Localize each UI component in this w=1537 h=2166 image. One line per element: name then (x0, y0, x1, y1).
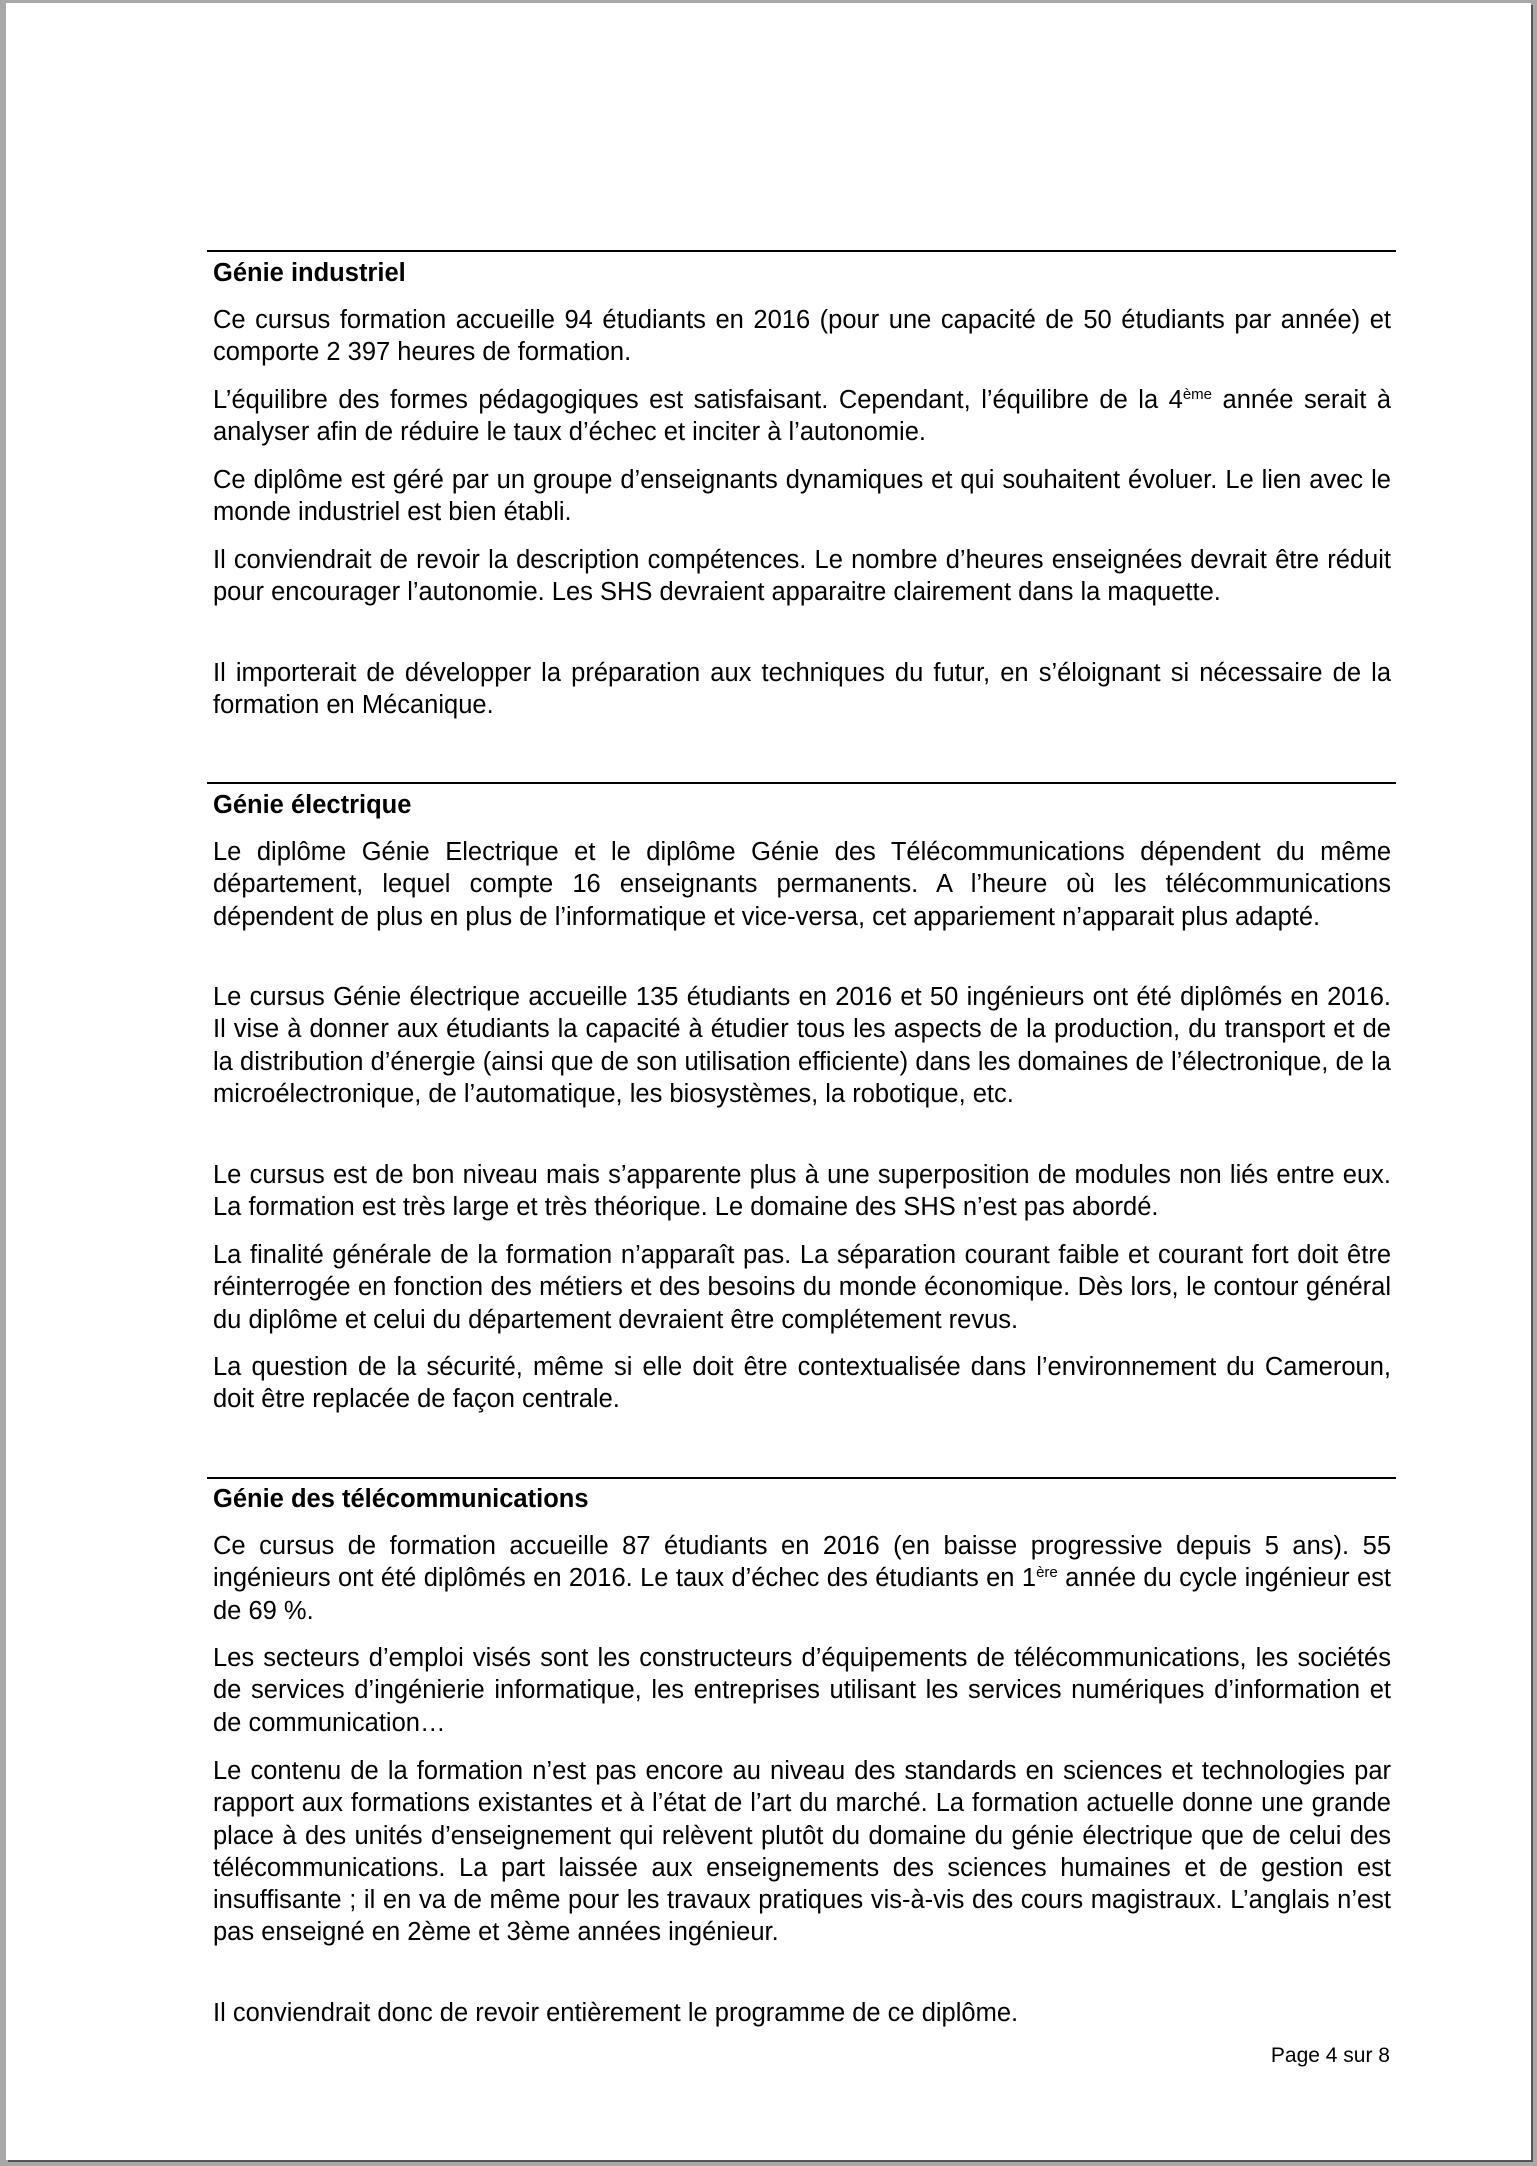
paragraph: Le contenu de la formation n’est pas encore au niveau des standards en sciences et technologies par rapport aux formations existantes et à l’état de l’art du marché. La formation actuelle donne une grande place à des unités d’enseignement qui relèvent plutôt du domaine du génie électrique que de celui des télécommunications. La part laissée aux enseignements des sciences humaines et de gestion est insuffisante ; il en va de même pour les travaux pratiques vis-à-vis des cours magistraux. L’anglais n’est pas enseigné en 2ème et 3ème années ingénieur. (213, 1757, 1391, 1947)
section-divider (207, 1477, 1396, 1479)
paragraph-text: L’équilibre des formes pédagogiques est satisfaisant. Cependant, l’équilibre de la 4 (213, 386, 1183, 414)
paragraph: Les secteurs d’emploi visés sont les constructeurs d’équipements de télécommunications, les sociétés de services d’ingénierie informatique, les entreprises utilisant les services numériques d’information et de communication… (213, 1644, 1391, 1737)
paragraph: Le cursus est de bon niveau mais s’apparente plus à une superposition de modules non liés entre eux. La formation est très large et très théorique. Le domaine des SHS n’est pas abordé. (213, 1161, 1391, 1222)
paragraph-text: année serait à analyser afin de réduire le taux d’échec et inciter à l’autonomie. (213, 386, 1392, 447)
paragraph: La question de la sécurité, même si elle doit être contextualisée dans l’environnement du Cameroun, doit être replacée de façon centrale. (213, 1353, 1391, 1414)
superscript: ème (1182, 386, 1213, 403)
paragraph: Il conviendrait de revoir la description compétences. Le nombre d’heures enseignées devrait être réduit pour encourager l’autonomie. Les SHS devraient apparaitre clairement dans la maquette. (213, 546, 1391, 607)
section-divider (207, 782, 1396, 784)
paragraph: Le diplôme Génie Electrique et le diplôme Génie des Télécommunications dépendent du même département, lequel compte 16 enseignants permanents. A l’heure où les télécommunications dépendent de plus en plus de l’informatique et vice-versa, cet appariement n’apparait plus adapté. (213, 838, 1391, 931)
page-number: Page 4 sur 8 (1270, 2044, 1390, 2067)
paragraph: Ce diplôme est géré par un groupe d’enseignants dynamiques et qui souhaitent évoluer. Le lien avec le monde industriel est bien établi. (213, 466, 1391, 527)
paragraph-text: Ce cursus de formation accueille 87 étudiants en 2016 (en baisse progressive depuis 5 ans). 55 ingénieurs ont été diplômés en 2016. Le taux d’échec des étudiants en 1 (213, 1532, 1391, 1593)
section-title-genie-electrique: Génie électrique (213, 791, 412, 819)
paragraph: Le cursus Génie électrique accueille 135 étudiants en 2016 et 50 ingénieurs ont été diplômés en 2016. Il vise à donner aux étudiants la capacité à étudier tous les aspects de la production, du transport et de la distribution d’énergie (ainsi que de son utilisation efficiente) dans les domaines de l’électronique, de la microélectronique, de l’automatique, les biosystèmes, la robotique, etc. (213, 983, 1391, 1108)
section-divider (207, 250, 1396, 252)
paragraph: Il importerait de développer la préparation aux techniques du futur, en s’éloignant si nécessaire de la formation en Mécanique. (213, 659, 1391, 720)
document-page (6, 3, 1531, 2160)
paragraph-text: année du cycle ingénieur est de 69 %. (213, 1564, 1391, 1625)
section-title-genie-industriel: Génie industriel (213, 259, 406, 287)
section-title-genie-telecommunications: Génie des télécommunications (213, 1485, 589, 1513)
paragraph: Il conviendrait donc de revoir entièrement le programme de ce diplôme. (213, 1999, 1019, 2027)
paragraph: Ce cursus formation accueille 94 étudiants en 2016 (pour une capacité de 50 étudiants par année) et comporte 2 397 heures de formation. (213, 306, 1391, 367)
paragraph (213, 1530, 1391, 1627)
paragraph: La finalité générale de la formation n’apparaît pas. La séparation courant faible et courant fort doit être réinterrogée en fonction des métiers et des besoins du monde économique. Dès lors, le contour général du diplôme et celui du département devraient être complétement revus. (213, 1241, 1391, 1334)
superscript: ère (1036, 1564, 1058, 1582)
paragraph (213, 384, 1391, 449)
